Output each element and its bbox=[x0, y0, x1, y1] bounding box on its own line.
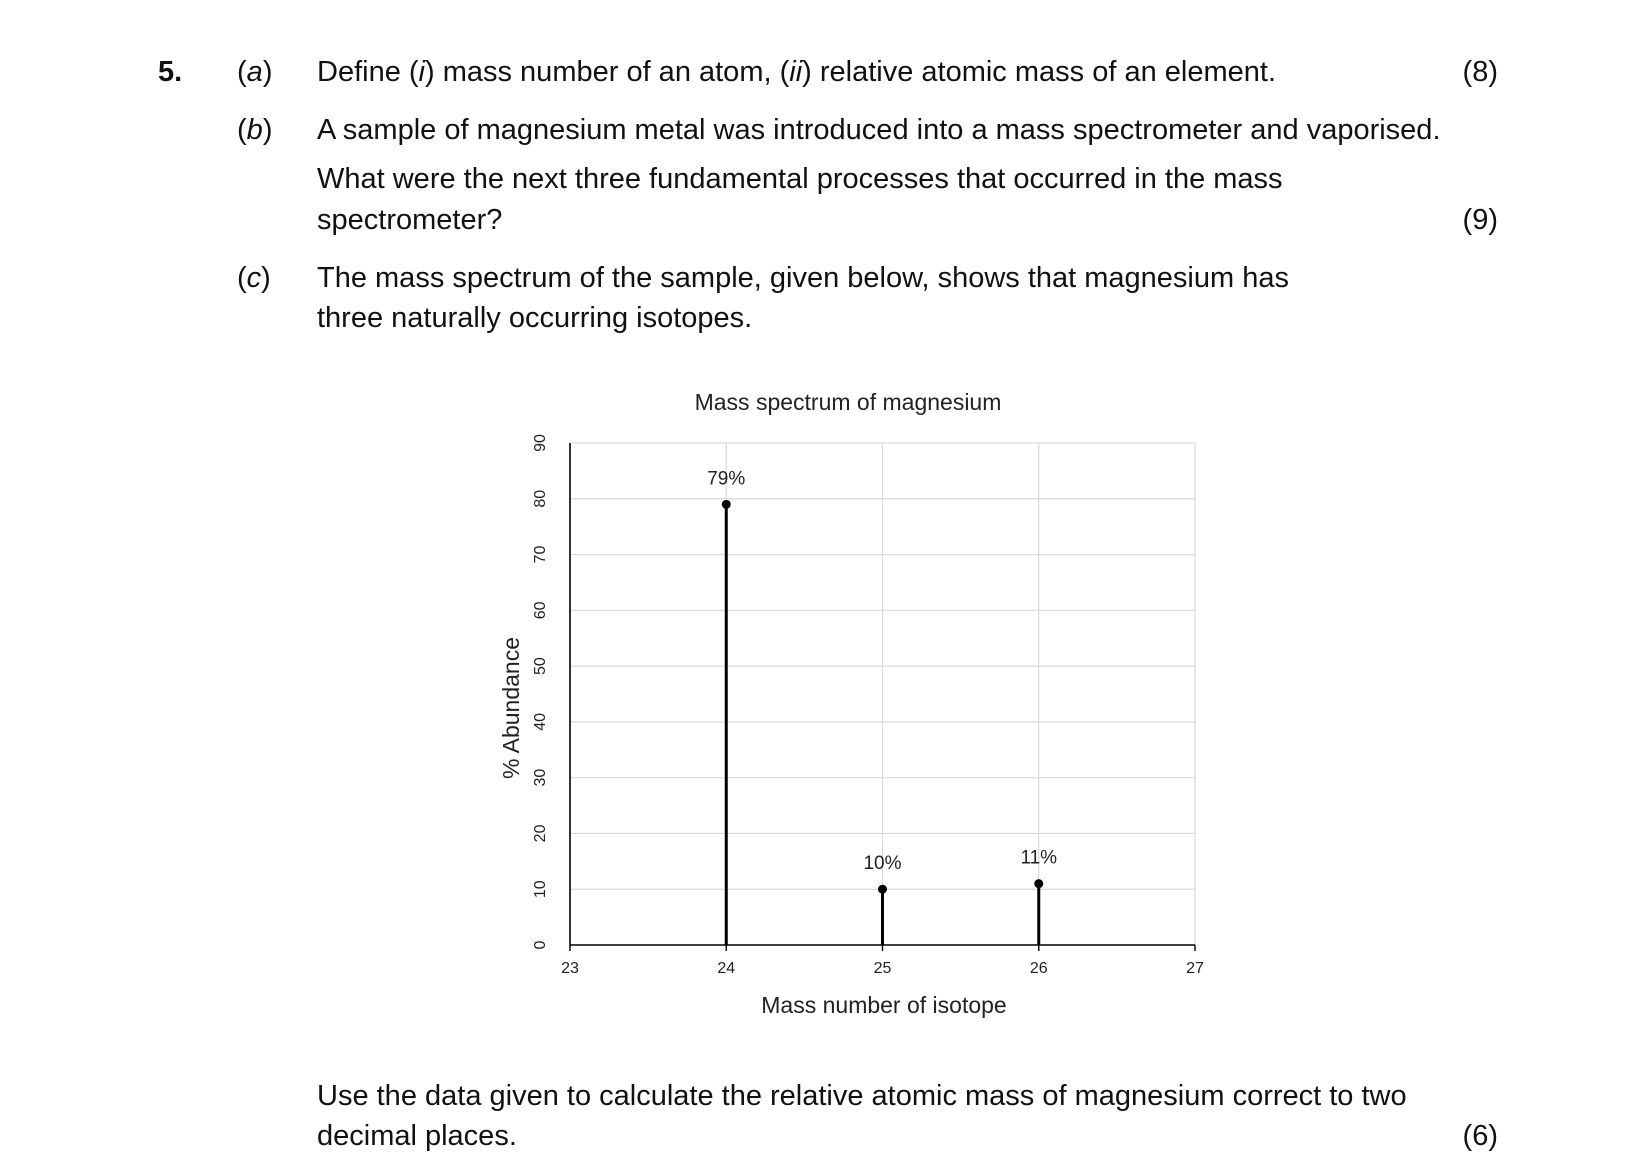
part-b-line-3: spectrometer? bbox=[317, 204, 503, 236]
part-c-line-2: three naturally occurring isotopes. bbox=[317, 302, 753, 334]
part-a-text: Define (i) mass number of an atom, (ii) relative atomic mass of an element. bbox=[317, 56, 1276, 88]
x-tick-label-27: 27 bbox=[1186, 960, 1204, 977]
chart-title: Mass spectrum of magnesium bbox=[694, 389, 1002, 415]
y-tick-label-80: 80 bbox=[532, 489, 550, 508]
y-tick-label-60: 60 bbox=[532, 601, 550, 620]
part-c-label: (c) bbox=[237, 262, 271, 294]
data-label-24: 79% bbox=[707, 468, 746, 490]
y-tick-label-90: 90 bbox=[532, 434, 550, 452]
y-tick-label-30: 30 bbox=[532, 768, 550, 787]
x-axis-label: Mass number of isotope bbox=[761, 992, 1007, 1018]
chart-ticks bbox=[532, 434, 1204, 977]
x-tick-label-23: 23 bbox=[561, 960, 579, 977]
x-tick-label-24: 24 bbox=[717, 960, 736, 977]
y-tick-label-40: 40 bbox=[532, 712, 550, 731]
x-tick-label-25: 25 bbox=[873, 960, 892, 977]
y-tick-label-20: 20 bbox=[532, 824, 550, 843]
y-tick-label-50: 50 bbox=[532, 657, 550, 676]
y-axis-label: % Abundance bbox=[498, 637, 524, 779]
y-tick-label-70: 70 bbox=[532, 545, 550, 564]
y-tick-label-0: 0 bbox=[532, 940, 550, 950]
part-a-marks: (8) bbox=[1462, 56, 1498, 88]
question-number: 5. bbox=[158, 56, 183, 88]
stem-marker-26 bbox=[1034, 879, 1043, 888]
part-a-label: (a) bbox=[237, 56, 273, 88]
x-tick-label-26: 26 bbox=[1029, 960, 1048, 977]
part-b-label: (b) bbox=[237, 114, 273, 146]
data-label-25: 10% bbox=[863, 853, 902, 875]
part-b-line-2: What were the next three fundamental processes that occurred in the mass bbox=[317, 163, 1283, 195]
data-label-26: 11% bbox=[1020, 847, 1058, 869]
part-c-line-1: The mass spectrum of the sample, given below, shows that magnesium has bbox=[317, 262, 1289, 294]
y-tick-label-10: 10 bbox=[532, 880, 550, 899]
part-b-line-1: A sample of magnesium metal was introduced into a mass spectrometer and vaporised. bbox=[317, 114, 1441, 146]
part-c-followup-line-2: decimal places. bbox=[317, 1120, 517, 1152]
stem-marker-24 bbox=[722, 500, 731, 509]
stem-marker-25 bbox=[878, 885, 887, 894]
part-c-marks: (6) bbox=[1462, 1120, 1498, 1152]
part-c-followup-line-1: Use the data given to calculate the relative atomic mass of magnesium correct to two bbox=[317, 1080, 1407, 1112]
part-b-marks: (9) bbox=[1462, 204, 1498, 236]
